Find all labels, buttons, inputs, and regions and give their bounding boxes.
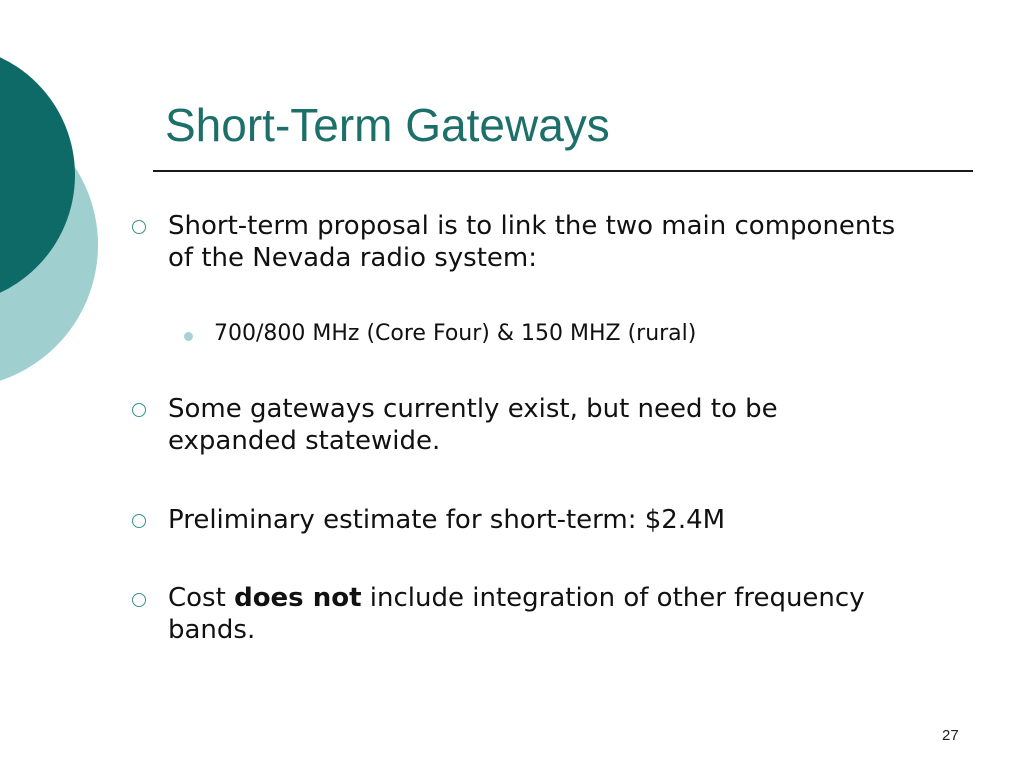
sub-bullet-1: 700/800 MHz (Core Four) & 150 MHZ (rural): [214, 321, 697, 346]
bullet-4-emphasis: does not: [234, 583, 362, 613]
bullet-2: Some gateways currently exist, but need to be expanded statewide.: [168, 394, 778, 456]
ring-bullet-icon: [132, 593, 146, 607]
bullet-1: Short-term proposal is to link the two main components of the Nevada radio system:: [168, 211, 896, 273]
bullet-3: Preliminary estimate for short-term: $2.4M: [168, 505, 726, 535]
page-number: 27: [942, 727, 959, 744]
bullet-4: [168, 582, 898, 646]
decorative-circles: [0, 0, 120, 420]
ring-bullet-icon: [132, 514, 146, 528]
bullet-4-suffix: include integration of other frequency bands.: [168, 583, 865, 645]
bullet-4-prefix: Cost: [168, 583, 235, 613]
ring-bullet-icon: [132, 403, 146, 417]
title-divider: [153, 170, 973, 172]
dot-bullet-icon: [184, 332, 193, 341]
ring-bullet-icon: [132, 220, 146, 234]
slide-title: Short-Term Gateways: [165, 99, 610, 151]
